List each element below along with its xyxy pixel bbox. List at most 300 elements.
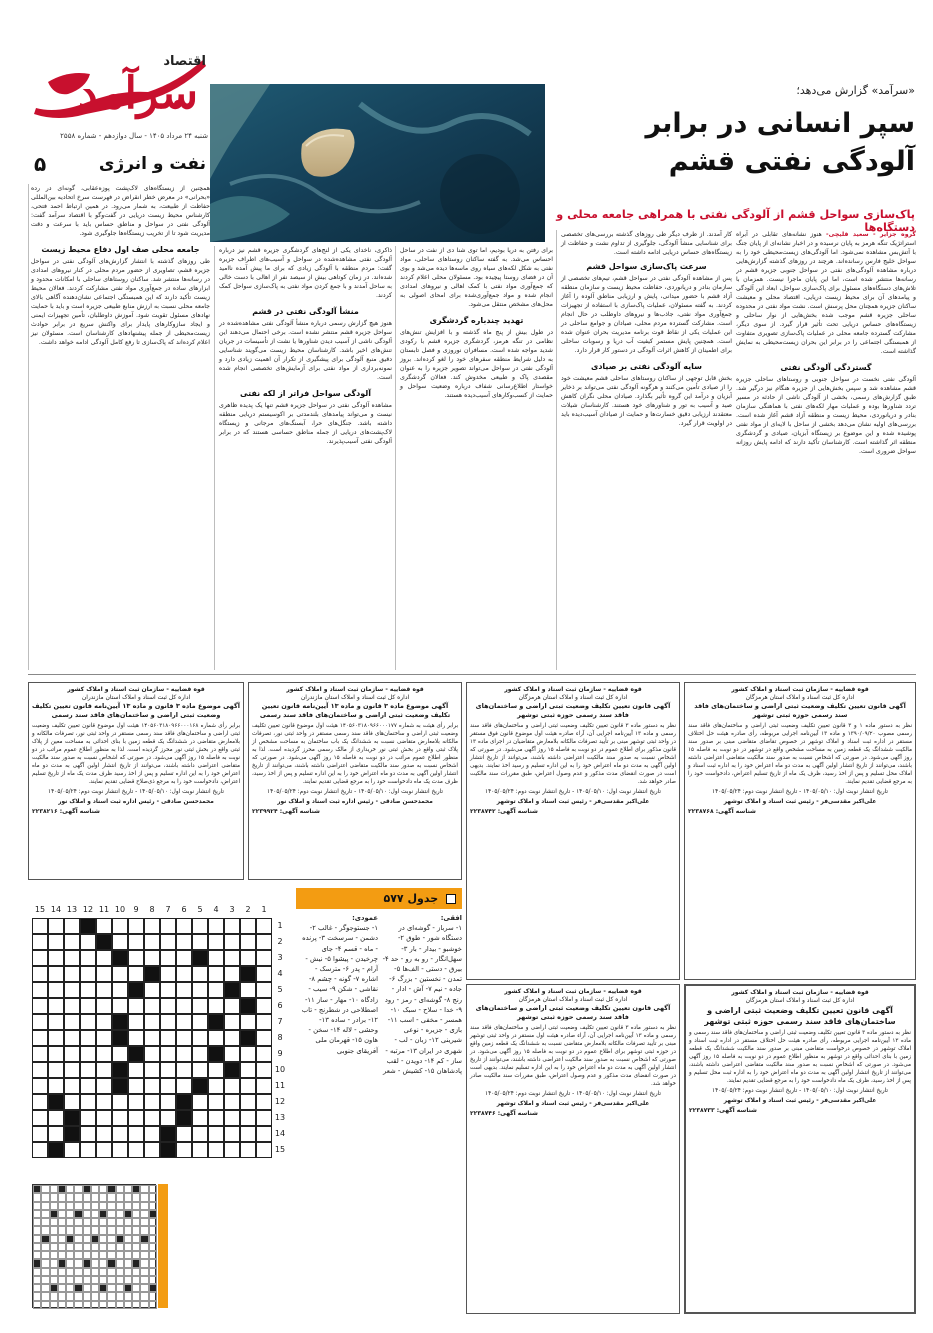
crossword-cell[interactable] xyxy=(256,1078,272,1094)
crossword-solution-cell xyxy=(50,1235,58,1243)
crossword-solution-cell xyxy=(116,1210,124,1218)
crossword-cell[interactable] xyxy=(48,1062,64,1078)
crossword-cell[interactable] xyxy=(208,1062,224,1078)
crossword-cell[interactable] xyxy=(80,966,96,982)
crossword-horizontal-label: افقی: xyxy=(440,914,462,922)
crossword-cell[interactable] xyxy=(160,998,176,1014)
crossword-cell[interactable] xyxy=(32,1014,48,1030)
crossword-cell[interactable] xyxy=(48,966,64,982)
crossword-cell[interactable] xyxy=(240,998,256,1014)
crossword-cell[interactable] xyxy=(144,998,160,1014)
crossword-cell[interactable] xyxy=(176,1014,192,1030)
crossword-cell[interactable] xyxy=(32,1094,48,1110)
crossword-cell[interactable] xyxy=(224,1062,240,1078)
crossword-solution-cell xyxy=(66,1292,74,1300)
crossword-solution-cell xyxy=(41,1301,49,1309)
crossword-cell[interactable] xyxy=(176,1142,192,1158)
crossword-solution-cell xyxy=(50,1276,58,1284)
ad-dates: تاریخ انتشار نوبت اول: ۱۴۰۵/۰۵/۱۰ - تاریخ انتشار نوبت دوم: ۱۴۰۵/۰۵/۲۴ xyxy=(485,1091,661,1097)
crossword-cell[interactable] xyxy=(128,1126,144,1142)
crossword-cell[interactable] xyxy=(80,918,96,934)
crossword-cell[interactable] xyxy=(32,1110,48,1126)
crossword-cell[interactable] xyxy=(32,1142,48,1158)
crossword-cell[interactable] xyxy=(256,1126,272,1142)
crossword-cell[interactable] xyxy=(176,950,192,966)
crossword-solution-cell xyxy=(132,1284,140,1292)
crossword-solution-cell xyxy=(107,1235,115,1243)
crossword-cell[interactable] xyxy=(176,998,192,1014)
crossword-cell[interactable] xyxy=(224,1078,240,1094)
crossword-cell[interactable] xyxy=(64,998,80,1014)
crossword-cell[interactable] xyxy=(80,1126,96,1142)
ad-code: شناسه آگهی: ۲۲۳۸۷۶۸ xyxy=(688,808,756,815)
crossword-cell[interactable] xyxy=(128,934,144,950)
crossword-cell[interactable] xyxy=(48,1046,64,1062)
article-title-line2: آلودگی نفتی قشم xyxy=(668,146,915,177)
crossword-solution-cell xyxy=(132,1268,140,1276)
crossword-cell[interactable] xyxy=(192,1062,208,1078)
crossword-solution-cell xyxy=(66,1243,74,1251)
crossword-cell[interactable] xyxy=(240,1094,256,1110)
crossword-cell[interactable] xyxy=(192,1030,208,1046)
crossword-solution-cell xyxy=(83,1268,91,1276)
crossword-cell[interactable] xyxy=(224,934,240,950)
crossword-cell[interactable] xyxy=(80,1046,96,1062)
crossword-solution-cell xyxy=(66,1235,74,1243)
crossword-solution-cell xyxy=(58,1301,66,1309)
legal-ad-4 xyxy=(28,682,244,880)
crossword-cell[interactable] xyxy=(64,934,80,950)
crossword-solution-cell xyxy=(140,1243,148,1251)
crossword-cell[interactable] xyxy=(112,918,128,934)
crossword-solution-cell xyxy=(41,1210,49,1218)
crossword-solution-cell xyxy=(41,1202,49,1210)
crossword-cell[interactable] xyxy=(112,982,128,998)
crossword-cell[interactable] xyxy=(96,1094,112,1110)
crossword-cell[interactable] xyxy=(240,1030,256,1046)
crossword-cell[interactable] xyxy=(32,1030,48,1046)
crossword-cell[interactable] xyxy=(96,1062,112,1078)
crossword-cell[interactable] xyxy=(80,1030,96,1046)
crossword-cell[interactable] xyxy=(256,982,272,998)
crossword-cell[interactable] xyxy=(48,1014,64,1030)
crossword-cell[interactable] xyxy=(192,1110,208,1126)
crossword-row-number: 13 xyxy=(272,1110,288,1126)
crossword-cell[interactable] xyxy=(160,918,176,934)
crossword-cell[interactable] xyxy=(64,1110,80,1126)
crossword-cell[interactable] xyxy=(224,950,240,966)
crossword-solution-cell xyxy=(33,1243,41,1251)
crossword-solution-cell xyxy=(99,1202,107,1210)
crossword-cell[interactable] xyxy=(64,1014,80,1030)
crossword-cell[interactable] xyxy=(112,1062,128,1078)
crossword-cell[interactable] xyxy=(112,1030,128,1046)
crossword-cell[interactable] xyxy=(192,1078,208,1094)
crossword-cell[interactable] xyxy=(32,950,48,966)
crossword-cell[interactable] xyxy=(128,1046,144,1062)
crossword-cell[interactable] xyxy=(160,1062,176,1078)
crossword-solution-cell xyxy=(107,1276,115,1284)
crossword-cell[interactable] xyxy=(144,1014,160,1030)
crossword-solution-cell xyxy=(41,1284,49,1292)
crossword-solution-cell xyxy=(33,1268,41,1276)
crossword-solution-cell xyxy=(66,1185,74,1193)
crossword-cell[interactable] xyxy=(208,1142,224,1158)
crossword-solution-cell xyxy=(74,1210,82,1218)
crossword-cell[interactable] xyxy=(48,934,64,950)
crossword-cell[interactable] xyxy=(144,1062,160,1078)
crossword-solution-cell xyxy=(116,1235,124,1243)
crossword-cell[interactable] xyxy=(256,950,272,966)
crossword-cell[interactable] xyxy=(32,998,48,1014)
crossword-cell[interactable] xyxy=(208,950,224,966)
crossword-cell[interactable] xyxy=(32,966,48,982)
crossword-cell[interactable] xyxy=(240,1046,256,1062)
crossword-cell[interactable] xyxy=(48,950,64,966)
crossword-cell[interactable] xyxy=(208,918,224,934)
crossword-cell[interactable] xyxy=(256,1110,272,1126)
crossword-solution-cell xyxy=(50,1185,58,1193)
crossword-cell[interactable] xyxy=(48,1078,64,1094)
crossword-cell[interactable] xyxy=(208,1014,224,1030)
crossword-cell[interactable] xyxy=(48,1030,64,1046)
crossword-cell[interactable] xyxy=(144,982,160,998)
crossword-cell[interactable] xyxy=(176,1046,192,1062)
crossword-cell[interactable] xyxy=(64,1062,80,1078)
crossword-cell[interactable] xyxy=(80,982,96,998)
crossword-cell[interactable] xyxy=(96,1078,112,1094)
crossword-row-number: 14 xyxy=(272,1126,288,1142)
crossword-cell[interactable] xyxy=(80,1110,96,1126)
crossword-cell[interactable] xyxy=(96,998,112,1014)
crossword-cell[interactable] xyxy=(160,1078,176,1094)
crossword-solution-cell xyxy=(66,1193,74,1201)
crossword-cell[interactable] xyxy=(208,1078,224,1094)
crossword-column-number: 14 xyxy=(48,902,64,918)
crossword-cell[interactable] xyxy=(240,934,256,950)
crossword-cell[interactable] xyxy=(176,1126,192,1142)
crossword-cell[interactable] xyxy=(128,982,144,998)
crossword-cell[interactable] xyxy=(144,1142,160,1158)
crossword-cell[interactable] xyxy=(112,950,128,966)
crossword-cell[interactable] xyxy=(144,1078,160,1094)
crossword-solution-cell xyxy=(66,1259,74,1267)
crossword-cell[interactable] xyxy=(256,1030,272,1046)
crossword-cell[interactable] xyxy=(64,982,80,998)
crossword-cell[interactable] xyxy=(224,998,240,1014)
crossword-cell[interactable] xyxy=(240,950,256,966)
crossword-cell[interactable] xyxy=(160,1110,176,1126)
crossword-cell[interactable] xyxy=(256,1062,272,1078)
crossword-cell[interactable] xyxy=(64,1078,80,1094)
crossword-cell[interactable] xyxy=(112,998,128,1014)
crossword-solution-cell xyxy=(50,1268,58,1276)
crossword-cell[interactable] xyxy=(128,1030,144,1046)
crossword-cell[interactable] xyxy=(240,982,256,998)
crossword-cell[interactable] xyxy=(32,1078,48,1094)
crossword-cell[interactable] xyxy=(64,1126,80,1142)
crossword-cell[interactable] xyxy=(48,982,64,998)
crossword-cell[interactable] xyxy=(48,998,64,1014)
legal-ad-2 xyxy=(466,682,680,980)
crossword-cell[interactable] xyxy=(256,934,272,950)
crossword-cell[interactable] xyxy=(48,1142,64,1158)
crossword-cell[interactable] xyxy=(80,950,96,966)
crossword-cell[interactable] xyxy=(96,982,112,998)
crossword-cell[interactable] xyxy=(160,1046,176,1062)
crossword-row-number: 7 xyxy=(272,1014,288,1030)
crossword-cell[interactable] xyxy=(112,1014,128,1030)
crossword-cell[interactable] xyxy=(64,1142,80,1158)
crossword-cell[interactable] xyxy=(176,966,192,982)
crossword-cell[interactable] xyxy=(144,934,160,950)
crossword-cell[interactable] xyxy=(208,966,224,982)
crossword-cell[interactable] xyxy=(96,966,112,982)
article-col3-subhead: تهدید چندباره گردشگری xyxy=(429,316,524,325)
ad-signature: محمدحسن صادقی - رئیس اداره ثبت اسناد و املاک نور xyxy=(58,799,214,805)
crossword-cell[interactable] xyxy=(96,1126,112,1142)
crossword-cell[interactable] xyxy=(64,966,80,982)
crossword-cell[interactable] xyxy=(112,966,128,982)
crossword-cell[interactable] xyxy=(80,1078,96,1094)
crossword-cell[interactable] xyxy=(64,1046,80,1062)
crossword-cell[interactable] xyxy=(96,918,112,934)
crossword-cell[interactable] xyxy=(160,966,176,982)
crossword-solution-cell xyxy=(99,1251,107,1259)
crossword-cell[interactable] xyxy=(240,1142,256,1158)
crossword-cell[interactable] xyxy=(160,1094,176,1110)
crossword-cell[interactable] xyxy=(48,1126,64,1142)
crossword-cell[interactable] xyxy=(96,1030,112,1046)
crossword-column-number: 6 xyxy=(176,902,192,918)
article-col2b-text: بخش قابل توجهی از ساکنان روستاهای ساحلی قشم معیشت خود را از صیادی تأمین می‌کنند و هرگونه آلودگی نفتی می‌تواند بر ذخایر آبزیان و درآمد این گروه تأثیر بگذارد. صیادان محلی نگران کاهش صید و آسیب به تور و شناورهای خود هستند. کارشناسان شیلات معتقدند ارزیابی دقیق خسارت‌ها و حمایت از صیادان آسیب‌دیده باید در اولویت قرار گیرد. xyxy=(561,375,732,427)
crossword-cell[interactable] xyxy=(112,1094,128,1110)
article-kicker: «سرآمد» گزارش می‌دهد؛ xyxy=(796,84,915,97)
crossword-cell[interactable] xyxy=(224,1126,240,1142)
crossword-cell[interactable] xyxy=(208,934,224,950)
crossword-cell[interactable] xyxy=(192,998,208,1014)
crossword-cell[interactable] xyxy=(256,1046,272,1062)
crossword-cell[interactable] xyxy=(160,950,176,966)
crossword-cell[interactable] xyxy=(64,1094,80,1110)
article-col1b-text: آلودگی نفتی نخست در سواحل جنوبی و روستاهای ساحلی جزیره قشم مشاهده شد و سپس بخش‌هایی از جزیره هنگام نیز درگیر شد. طبق گزارش‌های رسمی، بخشی از آلودگی ناشی از حادثه در مسیر تردد شناورها بوده و عملیات مهار لکه‌های نفتی با هماهنگی سازمان بنادر و دریانوردی، محیط زیست و منطقه آزاد قشم آغاز شده است. بررسی‌های اولیه نشان می‌دهد بخشی از ساحل با لایه‌ای از مواد نفتی پوشیده شده و این موضوع بر زیستگاه آبزیان، صیادی و گردشگری منطقه اثر گذاشته است. کارشناسان تأکید دارند که ادامه پایش روزانه سواحل ضروری است. xyxy=(736,376,916,455)
ad-body: نظر به دستور ماده ۳ قانون تعیین تکلیف وضعیت ثبتی اراضی و ساختمان‌های فاقد سند رسمی و ماده ۱۳ آیین‌نامه اجرایی آن، آراء صادره هیئت اول مستقر در واحد ثبتی توشهر مبنی بر تأیید تصرفات مالکانه بلامعارض متقاضی نسبت به ششدانگ یک قطعه زمین واقع در حوزه ثبتی توشهر برای اطلاع عموم در دو نوبت به فاصله ۱۵ روز آگهی می‌شود. در صورتی که اشخاص نسبت به صدور سند مالکیت اعتراضی داشته باشند، می‌توانند از تاریخ انتشار اولین آگهی به مدت دو ماه اعتراض خود را به این اداره تسلیم نمایند. بدیهی است در صورت انقضای مدت مذکور و عدم وصول اعتراض، طبق مقررات سند مالکیت صادر خواهد شد. xyxy=(470,1025,677,1087)
crossword-cell[interactable] xyxy=(32,934,48,950)
crossword-cell[interactable] xyxy=(96,1014,112,1030)
crossword-cell[interactable] xyxy=(144,966,160,982)
crossword-cell[interactable] xyxy=(176,1030,192,1046)
crossword-cell[interactable] xyxy=(112,1126,128,1142)
crossword-solution-cell xyxy=(99,1226,107,1234)
article-col2-subhead-2: سایه آلودگی نفتی بر صیادی xyxy=(590,362,703,371)
crossword-cell[interactable] xyxy=(240,1078,256,1094)
crossword-cell[interactable] xyxy=(176,1094,192,1110)
crossword-cell[interactable] xyxy=(128,1078,144,1094)
crossword-cell[interactable] xyxy=(160,1014,176,1030)
crossword-cell[interactable] xyxy=(192,1126,208,1142)
crossword-cell[interactable] xyxy=(64,1030,80,1046)
crossword-cell[interactable] xyxy=(224,982,240,998)
section-divider xyxy=(28,674,916,675)
crossword-cell[interactable] xyxy=(64,918,80,934)
crossword-cell[interactable] xyxy=(112,1142,128,1158)
crossword-cell[interactable] xyxy=(96,1110,112,1126)
crossword-solution-cell xyxy=(124,1243,132,1251)
crossword-cell[interactable] xyxy=(96,1046,112,1062)
crossword-cell[interactable] xyxy=(256,1142,272,1158)
crossword-column-number: 13 xyxy=(64,902,80,918)
crossword-cell[interactable] xyxy=(128,918,144,934)
crossword-cell[interactable] xyxy=(240,1014,256,1030)
crossword-cell[interactable] xyxy=(80,934,96,950)
crossword-cell[interactable] xyxy=(80,1014,96,1030)
ad-dates: تاریخ انتشار نوبت اول: ۱۴۰۵/۰۵/۱۰ - تاریخ انتشار نوبت دوم: ۱۴۰۵/۰۵/۲۴ xyxy=(712,789,888,795)
crossword-cell[interactable] xyxy=(176,918,192,934)
crossword-cell[interactable] xyxy=(256,1094,272,1110)
crossword-solution-cell xyxy=(50,1284,58,1292)
crossword-cell[interactable] xyxy=(144,1030,160,1046)
crossword-solution-cell xyxy=(99,1218,107,1226)
crossword-cell[interactable] xyxy=(224,1142,240,1158)
crossword-cell[interactable] xyxy=(240,1062,256,1078)
crossword-cell[interactable] xyxy=(48,918,64,934)
crossword-column-number: 15 xyxy=(32,902,48,918)
crossword-cell[interactable] xyxy=(224,966,240,982)
crossword-cell[interactable] xyxy=(128,966,144,982)
crossword-cell[interactable] xyxy=(224,1030,240,1046)
crossword-solution-cell xyxy=(99,1276,107,1284)
crossword-cell[interactable] xyxy=(224,1046,240,1062)
crossword-cell[interactable] xyxy=(112,1078,128,1094)
crossword-cell[interactable] xyxy=(128,1062,144,1078)
crossword-solution-cell xyxy=(58,1251,66,1259)
crossword-cell[interactable] xyxy=(240,918,256,934)
crossword-cell[interactable] xyxy=(240,966,256,982)
crossword-cell[interactable] xyxy=(160,1142,176,1158)
crossword-solution-cell xyxy=(74,1276,82,1284)
crossword-cell[interactable] xyxy=(176,1110,192,1126)
crossword-cell[interactable] xyxy=(192,934,208,950)
crossword-cell[interactable] xyxy=(208,998,224,1014)
crossword-cell[interactable] xyxy=(144,1126,160,1142)
crossword-cell[interactable] xyxy=(192,918,208,934)
crossword-cell[interactable] xyxy=(144,1110,160,1126)
crossword-cell[interactable] xyxy=(112,1046,128,1062)
crossword-cell[interactable] xyxy=(224,918,240,934)
crossword-cell[interactable] xyxy=(224,1094,240,1110)
crossword-cell[interactable] xyxy=(112,1110,128,1126)
crossword-cell[interactable] xyxy=(80,1062,96,1078)
crossword-cell[interactable] xyxy=(256,918,272,934)
crossword-cell[interactable] xyxy=(176,982,192,998)
crossword-cell[interactable] xyxy=(176,1062,192,1078)
crossword-cell[interactable] xyxy=(192,1094,208,1110)
crossword-grid[interactable] xyxy=(32,902,288,1158)
crossword-cell[interactable] xyxy=(64,950,80,966)
crossword-cell[interactable] xyxy=(32,1126,48,1142)
crossword-cell[interactable] xyxy=(128,1094,144,1110)
crossword-cell[interactable] xyxy=(224,1014,240,1030)
crossword-cell[interactable] xyxy=(96,934,112,950)
crossword-solution-cell xyxy=(140,1235,148,1243)
crossword-cell[interactable] xyxy=(96,1142,112,1158)
crossword-solution-cell xyxy=(41,1218,49,1226)
crossword-solution-cell xyxy=(99,1259,107,1267)
crossword-cell[interactable] xyxy=(144,1094,160,1110)
crossword-cell[interactable] xyxy=(96,950,112,966)
crossword-cell[interactable] xyxy=(144,1046,160,1062)
crossword-cell[interactable] xyxy=(256,966,272,982)
crossword-cell[interactable] xyxy=(192,1046,208,1062)
crossword-solution-cell xyxy=(33,1259,41,1267)
crossword-cell[interactable] xyxy=(160,1030,176,1046)
ad-dates: تاریخ انتشار نوبت اول: ۱۴۰۵/۰۵/۱۰ - تاریخ انتشار نوبت دوم: ۱۴۰۵/۰۵/۲۴ xyxy=(267,789,443,795)
crossword-cell[interactable] xyxy=(48,1110,64,1126)
crossword-solution-cell xyxy=(58,1218,66,1226)
crossword-cell[interactable] xyxy=(160,982,176,998)
crossword-solution-cell xyxy=(124,1301,132,1309)
crossword-solution-cell xyxy=(58,1226,66,1234)
crossword-cell[interactable] xyxy=(208,1126,224,1142)
crossword-cell[interactable] xyxy=(80,998,96,1014)
crossword-cell[interactable] xyxy=(160,934,176,950)
crossword-cell[interactable] xyxy=(208,1046,224,1062)
crossword-solution-tab xyxy=(158,1184,168,1308)
crossword-row-number: 2 xyxy=(272,934,288,950)
crossword-cell[interactable] xyxy=(32,1062,48,1078)
crossword-cell[interactable] xyxy=(256,998,272,1014)
crossword-cell[interactable] xyxy=(192,966,208,982)
crossword-cell[interactable] xyxy=(144,950,160,966)
crossword-cell[interactable] xyxy=(32,982,48,998)
crossword-cell[interactable] xyxy=(208,1030,224,1046)
crossword-cell[interactable] xyxy=(144,918,160,934)
crossword-cell[interactable] xyxy=(240,1110,256,1126)
crossword-cell[interactable] xyxy=(224,1110,240,1126)
crossword-solution-cell xyxy=(33,1284,41,1292)
crossword-cell[interactable] xyxy=(192,1014,208,1030)
crossword-cell[interactable] xyxy=(176,1078,192,1094)
crossword-cell[interactable] xyxy=(128,1014,144,1030)
crossword-cell[interactable] xyxy=(32,918,48,934)
crossword-cell[interactable] xyxy=(256,1014,272,1030)
crossword-cell[interactable] xyxy=(192,982,208,998)
crossword-cell[interactable] xyxy=(32,1046,48,1062)
crossword-cell[interactable] xyxy=(240,1126,256,1142)
crossword-solution-cell xyxy=(91,1284,99,1292)
crossword-cell[interactable] xyxy=(208,1110,224,1126)
crossword-cell[interactable] xyxy=(128,950,144,966)
crossword-cell[interactable] xyxy=(48,1094,64,1110)
crossword-solution-cell xyxy=(99,1301,107,1309)
crossword-solution-cell xyxy=(140,1268,148,1276)
crossword-cell[interactable] xyxy=(112,934,128,950)
crossword-cell[interactable] xyxy=(208,1094,224,1110)
crossword-cell[interactable] xyxy=(192,1142,208,1158)
crossword-cell[interactable] xyxy=(176,934,192,950)
crossword-cell[interactable] xyxy=(128,1110,144,1126)
crossword-solution-cell xyxy=(83,1251,91,1259)
crossword-cell[interactable] xyxy=(128,1142,144,1158)
crossword-cell[interactable] xyxy=(128,998,144,1014)
article-col2-subhead-1: سرعت پاک‌سازی سواحل قشم xyxy=(586,262,707,271)
crossword-cell[interactable] xyxy=(80,1094,96,1110)
crossword-cell[interactable] xyxy=(80,1142,96,1158)
crossword-cell[interactable] xyxy=(208,982,224,998)
crossword-cell[interactable] xyxy=(192,950,208,966)
ad-title: آگهی قانون تعیین تکلیف وضعیت ثبتی اراضی و ساختمان‌های فاقد سند رسمی حوزه ثبتی توشهر xyxy=(475,702,671,719)
crossword-cell[interactable] xyxy=(160,1126,176,1142)
